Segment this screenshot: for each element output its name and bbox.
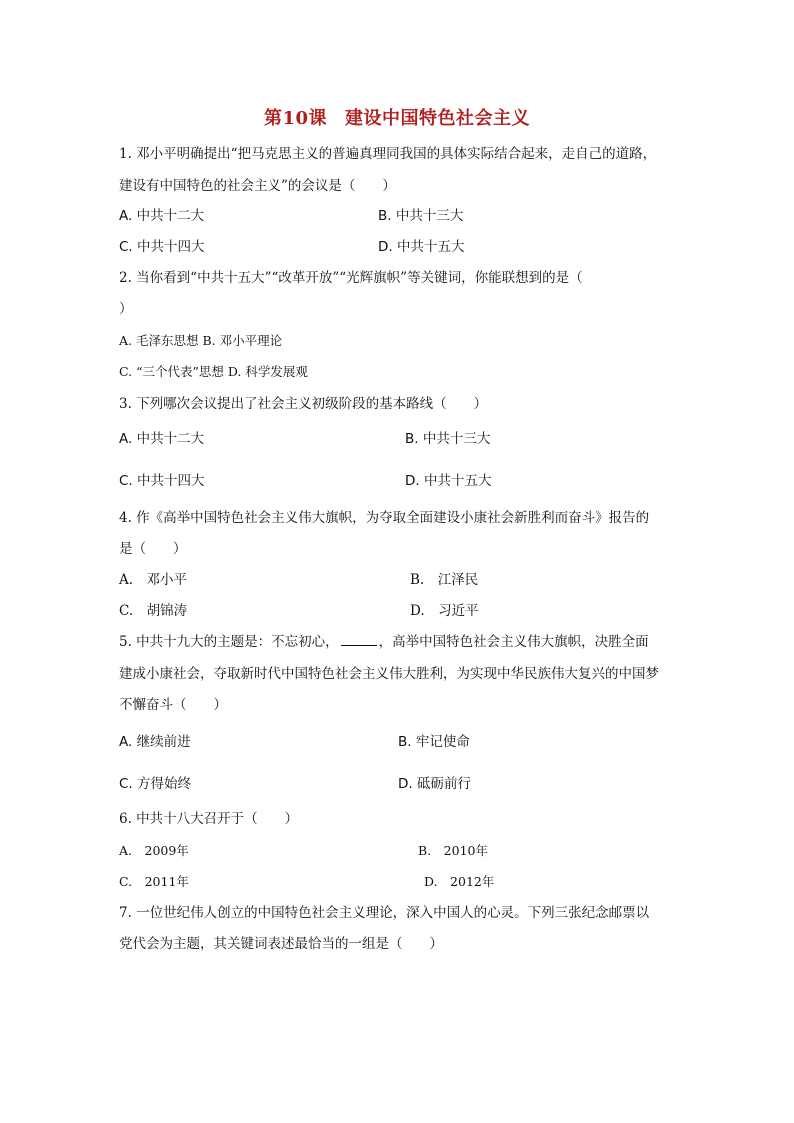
question-5-text-after-blank: ，高举中国特色社会主义伟大旗帜，决胜全面 (378, 634, 649, 650)
question-5-option-d: D. 砥砺前行 (398, 776, 471, 792)
question-5-option-b: B. 牢记使命 (398, 734, 470, 750)
lesson-name: 建设中国特色社会主义 (345, 108, 531, 129)
question-4-option-a: A. 邓小平 (119, 572, 188, 588)
question-6-line-1: 6. 中共十八大召开于（ ） (119, 811, 299, 827)
answer-blank (341, 633, 377, 646)
question-6-option-c: C. 2011年 (119, 874, 189, 889)
question-6-option-a: A. 2009年 (119, 843, 189, 858)
question-4-option-b: B. 江泽民 (410, 572, 479, 588)
question-5-option-a: A. 继续前进 (119, 734, 191, 750)
question-1-option-d: D. 中共十五大 (378, 239, 465, 255)
question-4-option-c: C. 胡锦涛 (119, 603, 188, 619)
lesson-number: 第10课 (263, 108, 328, 129)
question-3-option-c: C. 中共十四大 (119, 473, 205, 489)
question-7-line-2: 党代会为主题，其关键词表述最恰当的一组是（ ） (119, 936, 443, 952)
question-5-line-3: 不懈奋斗（ ） (119, 697, 227, 713)
question-5-line-1 (119, 632, 649, 652)
question-5-option-c: C. 方得始终 (119, 776, 192, 792)
question-1-option-c: C. 中共十四大 (119, 239, 205, 255)
question-6-option-b: B. 2010年 (418, 843, 488, 858)
question-3-option-b: B. 中共十三大 (405, 431, 491, 447)
question-5-text-before-blank: 5. 中共十九大的主题是：不忘初心， (119, 634, 339, 650)
question-1-line-1: 1. 邓小平明确提出“把马克思主义的普遍真理同我国的具体实际结合起来，走自己的道路， (119, 146, 657, 162)
question-2-option-ab: A. 毛泽东思想 B. 邓小平理论 (119, 333, 283, 348)
question-1-option-b: B. 中共十三大 (378, 208, 464, 224)
question-2-line-2: ） (119, 301, 133, 317)
question-4-option-d: D. 习近平 (410, 603, 479, 619)
question-5-line-2: 建成小康社会，夺取新时代中国特色社会主义伟大胜利，为实现中华民族伟大复兴的中国梦 (119, 666, 659, 682)
page-title (0, 104, 794, 130)
question-1-option-a: A. 中共十二大 (119, 208, 205, 224)
question-4-line-2: 是（ ） (119, 541, 187, 557)
question-1-line-2: 建设有中国特色的社会主义”的会议是（ ） (119, 178, 396, 194)
question-3-line-1: 3. 下列哪次会议提出了社会主义初级阶段的基本路线（ ） (119, 396, 488, 412)
question-6-option-d: D. 2012年 (424, 874, 495, 889)
question-3-option-a: A. 中共十二大 (119, 431, 205, 447)
question-3-option-d: D. 中共十五大 (405, 473, 492, 489)
question-2-line-1: 2. 当你看到“中共十五大”“改革开放”“光辉旗帜”等关键词，你能联想到的是（ (119, 270, 583, 286)
question-4-line-1: 4. 作《高举中国特色社会主义伟大旗帜，为夺取全面建设小康社会新胜利而奋斗》报告的 (119, 510, 650, 526)
question-7-line-1: 7. 一位世纪伟人创立的中国特色社会主义理论，深入中国人的心灵。下列三张纪念邮票以 (119, 905, 650, 921)
question-2-option-cd: C. “三个代表”思想 D. 科学发展观 (119, 364, 308, 379)
